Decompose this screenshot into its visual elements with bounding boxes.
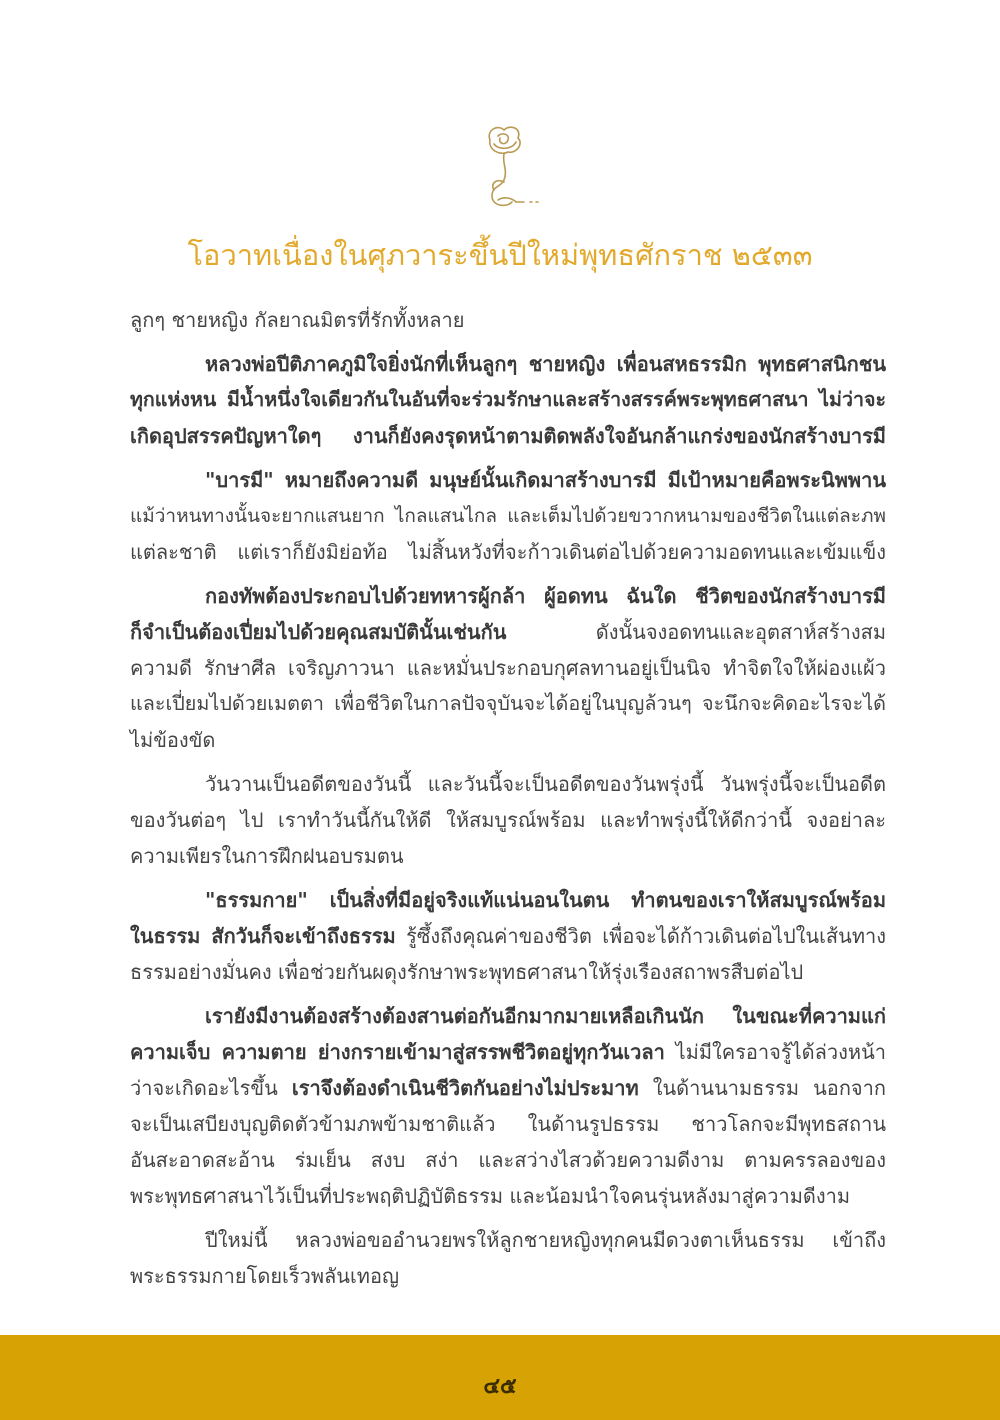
text: ธรรมอย่างมั่นคง เพื่อช่วยกันผดุงรักษาพระพุทธศาสนาให้รุ่งเรืองสถาพรสืบต่อไป xyxy=(130,960,804,984)
text: ในด้านนามธรรม นอกจาก xyxy=(638,1076,886,1100)
text-line xyxy=(130,578,886,614)
bold-text: ความเจ็บ ความตาย ย่างกรายเข้ามาสู่สรรพชีวิตอยู่ทุกวันเวลา xyxy=(130,1040,665,1064)
text: แต่ละชาติ แต่เราก็ยังมิย่อท้อ ไม่สิ้นหวังที่จะก้าวเดินต่อไปด้วยความอดทนและเข้มแข็ง xyxy=(130,540,886,564)
text-line xyxy=(130,534,886,570)
text: วันวานเป็นอดีตของวันนี้ และวันนี้จะเป็นอดีตของวันพรุ่งนี้ วันพรุ่งนี้จะเป็นอดีต xyxy=(205,772,886,796)
text-line xyxy=(130,766,886,802)
text: พระธรรมกายโดยเร็วพลันเทอญ xyxy=(130,1264,400,1288)
document-title: โอวาทเนื่องในศุภวาระขึ้นปีใหม่พุทธศักราช ๒๕๓๓ xyxy=(187,238,813,272)
text-line xyxy=(130,1258,886,1294)
paragraph xyxy=(130,462,886,570)
bold-text: เกิดอุปสรรคปัญหาใดๆ งานก็ยังคงรุดหน้าตามติดพลังใจอันกล้าแกร่งของนักสร้างบารมี xyxy=(130,424,886,448)
text: ปีใหม่นี้ หลวงพ่อขออำนวยพรให้ลูกชายหญิงทุกคนมีดวงตาเห็นธรรม เข้าถึง xyxy=(205,1228,886,1252)
text-line xyxy=(130,650,886,686)
text-line xyxy=(130,1106,886,1142)
text-line xyxy=(130,302,886,338)
text-line xyxy=(130,1142,886,1178)
text-line xyxy=(130,918,886,954)
text: และเปี่ยมไปด้วยเมตตา เพื่อชีวิตในกาลปัจจุบันจะได้อยู่ในบุญล้วนๆ จะนึกจะคิดอะไรจะได้ xyxy=(130,692,886,715)
text-line xyxy=(130,722,886,758)
text-line xyxy=(130,1070,886,1106)
text-line xyxy=(130,1178,886,1214)
rose-logo-icon xyxy=(468,122,548,217)
bold-text: ในธรรม สักวันก็จะเข้าถึงธรรม xyxy=(130,924,396,948)
text-line xyxy=(130,418,886,454)
bold-text: เราจึงต้องดำเนินชีวิตกันอย่างไม่ประมาท xyxy=(291,1076,639,1100)
text-line xyxy=(130,462,886,498)
text: ของวันต่อๆ ไป เราทำวันนี้กันให้ดี ให้สมบูรณ์พร้อม และทำพรุ่งนี้ให้ดีกว่านี้ จงอย่าละ xyxy=(130,808,886,832)
page-number: ๔๕ xyxy=(483,1374,517,1399)
paragraph xyxy=(130,302,886,338)
paragraph xyxy=(130,346,886,454)
text-line xyxy=(130,498,886,534)
text-line xyxy=(130,614,886,650)
bold-text: หลวงพ่อปีติภาคภูมิใจยิ่งนักที่เห็นลูกๆ ชายหญิง เพื่อนสหธรรมิก พุทธศาสนิกชน xyxy=(205,352,886,376)
paragraph xyxy=(130,766,886,874)
bold-text: "บารมี" หมายถึงความดี มนุษย์นั้นเกิดมาสร้างบารมี มีเป้าหมายคือพระนิพพาน xyxy=(205,468,886,492)
bold-text: "ธรรมกาย" เป็นสิ่งที่มีอยู่จริงแท้แน่นอนในตน ทำตนของเราให้สมบูรณ์พร้อม xyxy=(205,888,886,912)
text-line xyxy=(130,346,886,382)
text-line xyxy=(130,1222,886,1258)
text: อันสะอาดสะอ้าน ร่มเย็น สงบ สง่า และสว่างไสวด้วยความดีงาม ตามครรลองของ xyxy=(130,1148,886,1172)
text-line xyxy=(130,382,886,418)
paragraph xyxy=(130,998,886,1214)
text: จะเป็นเสบียงบุญติดตัวข้ามภพข้ามชาติแล้ว ในด้านรูปธรรม ชาวโลกจะมีพุทธสถาน xyxy=(130,1112,886,1136)
bold-text: ทุกแห่งหน มีน้ำหนึ่งใจเดียวกันในอันที่จะร่วมรักษาและสร้างสรรค์พระพุทธศาสนา ไม่ว่าจะ xyxy=(130,388,886,411)
text: ไม่มีใครอาจรู้ได้ล่วงหน้า xyxy=(664,1040,886,1064)
text-line xyxy=(130,954,886,990)
text: ดังนั้นจงอดทนและอุตสาห์สร้างสม xyxy=(506,620,886,644)
paragraph xyxy=(130,1222,886,1294)
document-body xyxy=(130,302,886,1302)
text: ไม่ข้องขัด xyxy=(130,728,216,752)
text: ความดี รักษาศีล เจริญภาวนา และหมั่นประกอบกุศลทานอยู่เป็นนิจ ทำจิตใจให้ผ่องแผ้ว xyxy=(130,656,886,680)
bold-text: เรายังมีงานต้องสร้างต้องสานต่อกันอีกมากมายเหลือเกินนัก ในขณะที่ความแก่ xyxy=(205,1004,886,1028)
text-line xyxy=(130,686,886,722)
text: แม้ว่าหนทางนั้นจะยากแสนยาก ไกลแสนไกล และเต็มไปด้วยขวากหนามของชีวิตในแต่ละภพ xyxy=(130,505,886,527)
bold-text: กองทัพต้องประกอบไปด้วยทหารผู้กล้า ผู้อดทน ฉันใด ชีวิตของนักสร้างบารมี xyxy=(205,584,886,608)
paragraph xyxy=(130,578,886,758)
text-line xyxy=(130,802,886,838)
bold-text: ก็จำเป็นต้องเปี่ยมไปด้วยคุณสมบัตินั้นเช่นกัน xyxy=(130,620,507,644)
text: ลูกๆ ชายหญิง กัลยาณมิตรที่รักทั้งหลาย xyxy=(130,308,465,332)
text: รู้ซึ้งถึงคุณค่าของชีวิต เพื่อจะได้ก้าวเดินต่อไปในเส้นทาง xyxy=(395,924,886,948)
text-line xyxy=(130,998,886,1034)
text-line xyxy=(130,1034,886,1070)
text: ความเพียรในการฝึกฝนอบรมตน xyxy=(130,844,404,868)
paragraph xyxy=(130,882,886,990)
text-line xyxy=(130,882,886,918)
text-line xyxy=(130,838,886,874)
text: ว่าจะเกิดอะไรขึ้น xyxy=(130,1076,292,1100)
text: พระพุทธศาสนาไว้เป็นที่ประพฤติปฏิบัติธรรม และน้อมนำใจคนรุ่นหลังมาสู่ความดีงาม xyxy=(130,1184,851,1208)
